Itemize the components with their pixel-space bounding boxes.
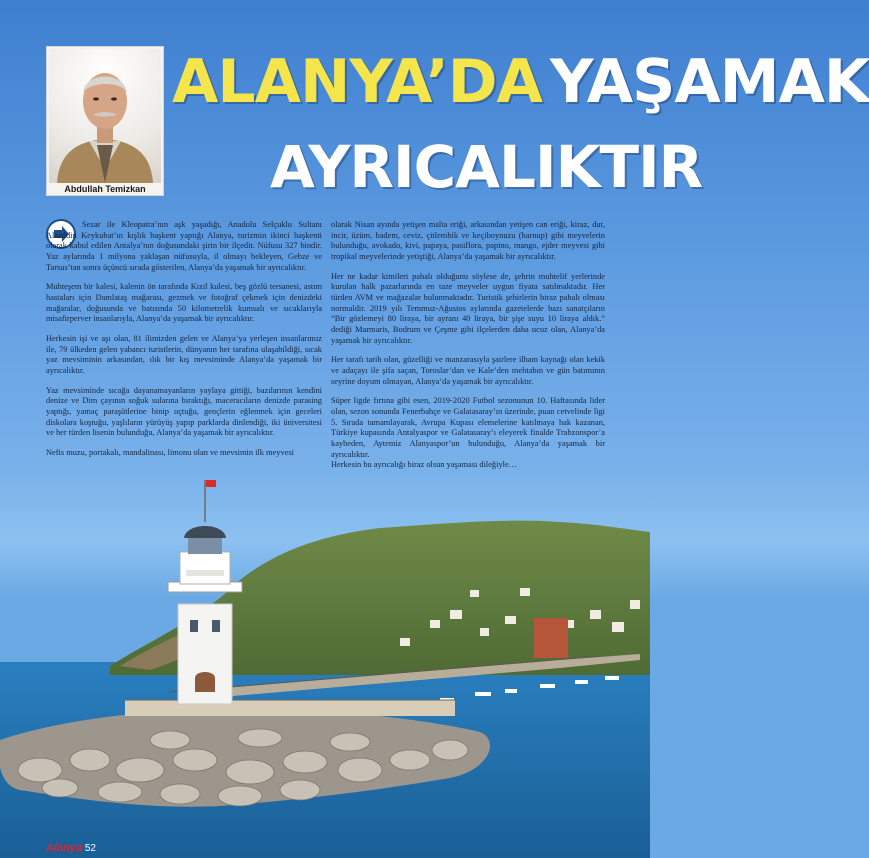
- author-figure: [49, 49, 161, 183]
- page-number: 52: [84, 843, 96, 854]
- article-title-line-1: [172, 47, 869, 117]
- article-column-1: [46, 220, 322, 468]
- article-column-2: [331, 220, 605, 480]
- paragraph: Yaz mevsiminde sıcağa dayanamayanların yaylaya gittiği, bazılarının kendini denize ve Dim çayının soğuk sularına bıraktığı, maceracıların denizde parasing yaptığı, yamaç paraşütlerine binip uçtuğu, gençlerin eğlenmek için geceleri diskolara koştuğu, yaşlıların yürüyüş yapıp parklarda dinlendiği, iki üniversitesi ve her türden lisenin bulunduğu, Alanya’da yaşamak bir ayrıcalıktır.: [46, 385, 322, 438]
- paragraph: Herkesin bu ayrıcalığı biraz olsun yaşaması dileğiyle…: [331, 460, 518, 470]
- author-name: Abdullah Temizkan: [64, 184, 146, 194]
- paragraph: Her ne kadar kimileri pahalı olduğunu söylese de, şehrin muhtelif yerlerinde kurulan halk pazarlarında en taze meyveler uygun fiyata satılmaktadır. Her türden AVM ve mağazalar bulunmaktadır. Turistik şehirlerin biraz pahalı olması normaldir. 2019 yılı Temmuz-Ağustos aylarında gazetelerde bazı sanatçıların “Bir gözlemeyi 80 liraya, bir ayranı 40 liraya, bir şişe suyu 10 liraya aldık.” dediği Marmaris, Bodrum ve Çeşme gibi ilçelerden daha ucuz olan, Alanya’da yaşamak bir ayrıcalıktır.: [331, 271, 605, 345]
- title-word-yasamak: YAŞAMAK: [549, 47, 869, 117]
- paragraph: Muhteşem bir kalesi, kalenin ön tarafında Kızıl kulesi, beş gözlü tersanesi, astım hastaları için Damlataş mağarası, gezmek ve fotoğraf çekmek için denizdeki mağaralar, doğusunda ve batısında 50 kilometrelik kumsalı ve sıcaklarıyla misafirperver insanlarıyla, Alanya’da yaşamak bir ayrıcalıktır.: [46, 282, 322, 324]
- paragraph: Sezar ile Kleopatra’nın aşk yaşadığı, Anadolu Selçuklu Sultanı Alaaddin Keykubat’ın kışlık başkent yaptığı Alanya, turizmin ikinci başkenti olarak kabul edilen Antalya’nın doğusundaki şirin bir ilçedir. Nüfusu 327 bindir. Yaz aylarında 1 milyona yaklaşan nüfusuyla, il olmayı bekleyen, Gebze ve Tarsus’tan sonra üçüncü sırada gösterilen, Alanya’da yaşamak bir ayrıcalıktır.: [46, 220, 322, 272]
- paragraph: olarak Nisan ayında yetişen malta eriği, arkasından yetişen can eriği, kiraz, dut, incir, üzüm, badem, ceviz, çitlembik ve keçiboynuzu (harnup) gibi meyvelerin bulunduğu, avokado, kivi, papaya, pasiflora, papino, mango, ejder meyvesi gibi tropikal meyvelerinde yetiştiği, Alanya’da yaşamak bir ayrıcalıktır.: [331, 220, 605, 262]
- magazine-brand: Alanya: [46, 842, 83, 854]
- paragraph: Her tarafı tarih olan, güzelliği ve manzarasıyla şairlere ilham kaynağı olan kekik ve adaçayı ile şifa saçan, Toroslar’dan ve Kale’den mehtabın ve gün batımının seyrine doyum olmayan, Alanya’da yaşamak bir ayrıcalıktır.: [331, 355, 605, 386]
- alanya-harbor-photo: [0, 470, 650, 858]
- article-title-line-2: AYRICALIKTIR: [270, 133, 703, 201]
- paragraph: Süper ligde fırtına gibi esen, 2019-2020 Futbol sezonunun 10. Haftasında lider olan, sezon sonunda Fenerbahçe ve Galatasaray’ın üzerinde, puan cetvelinde ligi 5. Sırada tamamlayarak, Avrupa Kupası elemelerine katılmaya hak kazanan, Türkiye kupasında Antalyaspor ve Galatasaray’ı eleyerek finalde Trabzonspor’a kaybeden, Aytemiz Alanyaspor’un bulunduğu, Alanya’da yaşamak bir ayrıcalıktır.: [331, 396, 605, 459]
- paragraph: Herkesin işi ve aşı olan, 81 ilimizden gelen ve Alanya’ya yerleşen insanlarımız ile, 79 ülkeden gelen yabancı turistlerin, dünyanın her tarafına ulaşabildiği, sıcak yaz mevsiminin arkasından, ılık bir kış mevsiminde Alanya’da yaşamak bir ayrıcalıktır.: [46, 334, 322, 376]
- page-footer: [46, 842, 96, 854]
- title-word-alanya: ALANYA’DA: [172, 47, 542, 117]
- paragraph: Nefis muzu, portakalı, mandalinası, limonu olan ve mevsimin ilk meyvesi: [46, 448, 294, 458]
- lighthouse: [168, 480, 242, 704]
- author-portrait: [46, 46, 164, 196]
- author-photo: [49, 49, 161, 183]
